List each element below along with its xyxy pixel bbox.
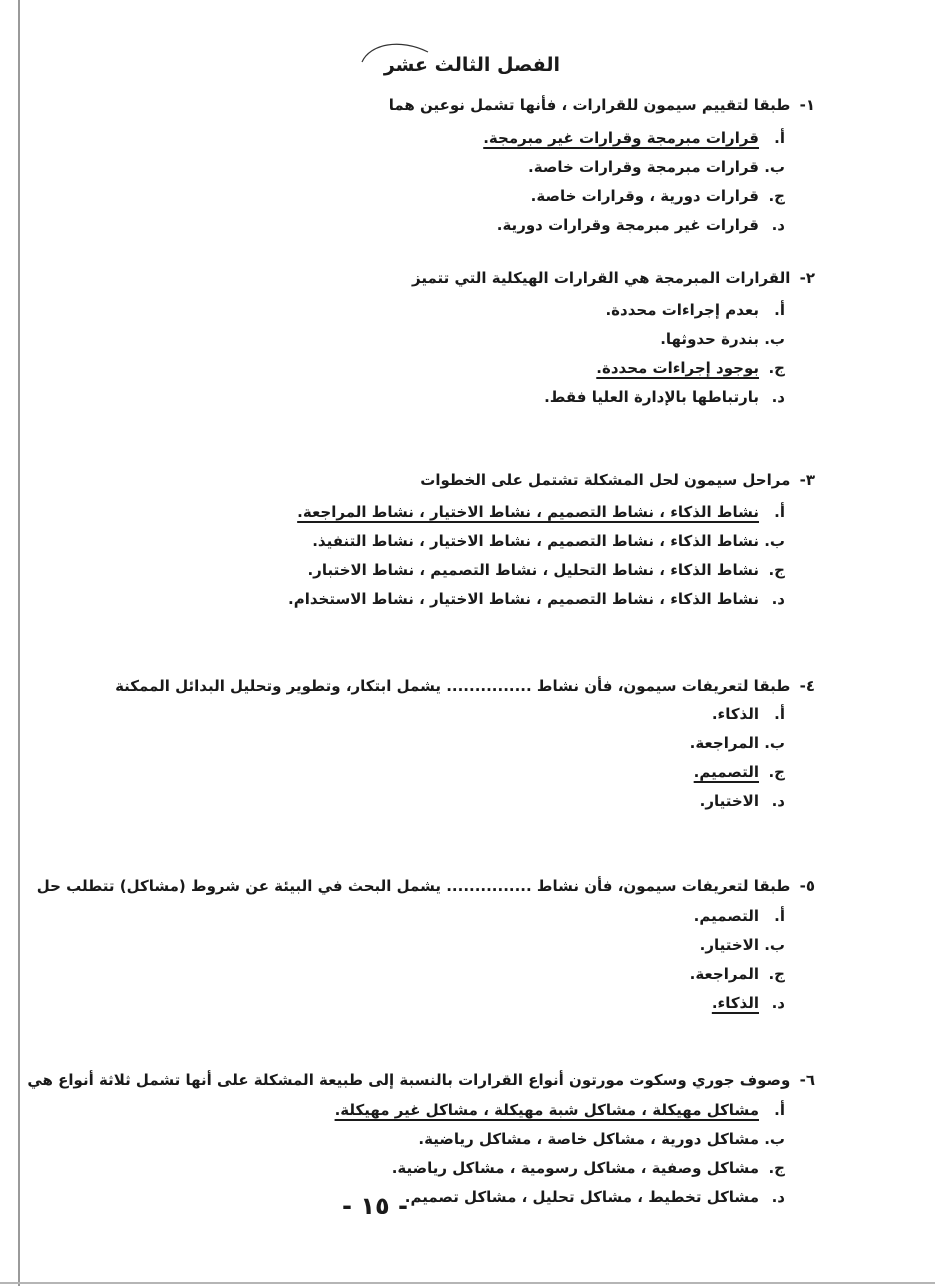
question-text: وصوف جوري وسكوت مورتون أنواع القرارات بالنسبة إلى طبيعة المشكلة على أنها تشمل ثلاثة أنواع هي (27, 1071, 791, 1089)
option-a: أ.قرارات مبرمجة وقرارات غير مبرمجة. (483, 129, 785, 147)
page-left-edge (18, 0, 20, 1286)
question-4 (115, 677, 815, 695)
option-c: ج.التصميم. (693, 763, 785, 781)
question-text: طبقا لتعريفات سيمون، فأن نشاط ............... يشمل البحث في البيئة عن شروط (مشاكل) تتطلب حل (36, 877, 791, 895)
question-5 (37, 877, 815, 895)
question-2-options (544, 296, 785, 412)
question-text: طبقا لتقييم سيمون للقرارات ، فأنها تشمل نوعين هما (388, 96, 791, 114)
correct-answer: الذكاء. (711, 994, 759, 1012)
option-c: ج.نشاط الذكاء ، نشاط التحليل ، نشاط التصميم ، نشاط الاختبار. (307, 561, 785, 579)
option-c: ج.بوجود إجراءات محددة. (596, 359, 785, 377)
question-number: ٦- (799, 1071, 815, 1089)
option-d: د.قرارات غير مبرمجة وقرارات دورية. (496, 216, 785, 234)
option-d: د.الاختيار. (699, 792, 785, 810)
option-b: ب.بندرة حدوثها. (660, 330, 785, 348)
correct-answer: بوجود إجراءات محددة. (596, 359, 759, 377)
option-a: أ.الذكاء. (711, 705, 785, 723)
option-c: ج.المراجعة. (689, 965, 785, 983)
page-bottom-edge (0, 1282, 935, 1284)
option-c: ج.قرارات دورية ، وقرارات خاصة. (530, 187, 785, 205)
option-a: أ.نشاط الذكاء ، نشاط التصميم ، نشاط الاختيار ، نشاط المراجعة. (297, 503, 785, 521)
correct-answer: مشاكل مهيكلة ، مشاكل شبة مهيكلة ، مشاكل غير مهيكلة. (334, 1101, 759, 1119)
question-text: القرارات المبرمجة هي القرارات الهيكلية التي تتميز (411, 269, 791, 287)
option-b: ب.المراجعة. (689, 734, 785, 752)
page-number-text: - ١٥ - (342, 1192, 408, 1220)
option-d: د.بارتباطها بالإدارة العليا فقط. (544, 388, 785, 406)
option-a: أ.مشاكل مهيكلة ، مشاكل شبة مهيكلة ، مشاكل غير مهيكلة. (334, 1101, 785, 1119)
option-b: ب.قرارات مبرمجة وقرارات خاصة. (528, 158, 785, 176)
question-number: ٤- (799, 677, 815, 695)
option-a: أ.التصميم. (693, 907, 785, 925)
question-6 (27, 1071, 815, 1089)
option-a: أ.بعدم إجراءات محددة. (605, 301, 785, 319)
question-2 (412, 269, 815, 287)
question-text: طبقا لتعريفات سيمون، فأن نشاط ............... يشمل ابتكار، وتطوير وتحليل البدائل الممكنة (115, 677, 791, 695)
question-4-options (690, 700, 785, 816)
option-c: ج.مشاكل وصفية ، مشاكل رسومية ، مشاكل رياضية. (391, 1159, 785, 1177)
question-5-options (690, 902, 785, 1018)
page-number (290, 1192, 430, 1232)
question-3-options (288, 498, 785, 614)
correct-answer: قرارات مبرمجة وقرارات غير مبرمجة. (483, 129, 759, 147)
correct-answer: نشاط الذكاء ، نشاط التصميم ، نشاط الاختيار ، نشاط المراجعة. (297, 503, 759, 521)
option-b: ب.مشاكل دورية ، مشاكل خاصة ، مشاكل رياضية. (418, 1130, 785, 1148)
question-number: ٣- (799, 471, 815, 489)
question-3 (420, 471, 815, 489)
question-1-options (483, 124, 785, 240)
option-d: د.مشاكل تخطيط ، مشاكل تحليل ، مشاكل تصميم. (404, 1188, 785, 1206)
question-number: ٢- (799, 269, 815, 287)
option-d: د.نشاط الذكاء ، نشاط التصميم ، نشاط الاختيار ، نشاط الاستخدام. (288, 590, 785, 608)
option-d: د.الذكاء. (711, 994, 785, 1012)
question-number: ١- (799, 96, 815, 114)
question-text: مراحل سيمون لحل المشكلة تشتمل على الخطوات (420, 471, 791, 489)
question-number: ٥- (799, 877, 815, 895)
chapter-title: الفصل الثالث عشر (383, 54, 560, 76)
option-b: ب.نشاط الذكاء ، نشاط التصميم ، نشاط الاختيار ، نشاط التنفيذ. (312, 532, 785, 550)
question-1 (389, 96, 815, 114)
correct-answer: التصميم. (693, 763, 759, 781)
option-b: ب.الاختيار. (699, 936, 785, 954)
